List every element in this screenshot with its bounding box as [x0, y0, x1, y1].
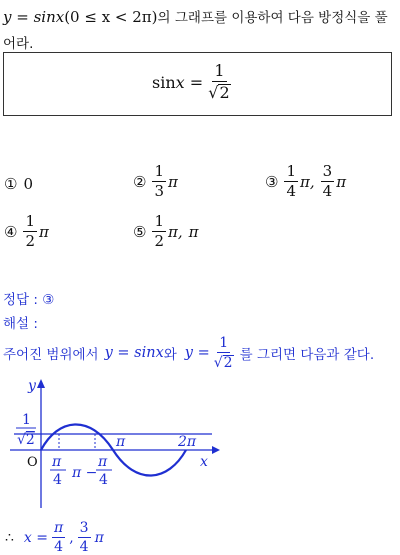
equation-den: √ 2 — [208, 83, 230, 102]
x-axis-label: x — [200, 454, 208, 470]
pi-label: π — [116, 434, 126, 450]
choice-5[interactable]: ⑤ $\frac{1}{2}$ π, π — [133, 212, 199, 250]
explain-line-1: 주어진 범위에서 y = sinx 와 y = 1 √ 2 를 그리면 다음과 같다. — [3, 335, 375, 371]
equation — [152, 63, 231, 101]
choice-1[interactable]: ① 0 — [4, 175, 33, 193]
question-domain: (0 ≤ x < 2π) — [64, 8, 158, 26]
equation-box — [3, 52, 392, 116]
equation-num: 1 — [214, 61, 225, 80]
tick2-pre: π − — [72, 465, 98, 481]
question-line-1 — [3, 6, 388, 26]
choice-3[interactable]: ③ $\frac{1}{4}$ π, $\frac{3}{4}$ π — [265, 162, 347, 200]
choice-2[interactable]: ② $\frac{1}{3}$ π — [133, 162, 178, 200]
y-axis-label: y — [28, 378, 36, 394]
hline-num: 1 — [22, 412, 31, 428]
sine-graph — [0, 374, 240, 514]
question-line-2: 어라. — [3, 36, 34, 52]
hline-den: √2 — [17, 432, 35, 448]
question-var: x — [55, 8, 65, 26]
x-axis-arrow — [212, 446, 220, 454]
tick2-den: 4 — [99, 472, 108, 488]
tick1-num: π — [52, 454, 62, 470]
tick1-den: 4 — [53, 472, 62, 488]
equation-sin: sin — [152, 72, 176, 92]
question-eq: y = sin — [3, 8, 56, 26]
conclusion: ∴ x = $\frac{\pi}{4}$ , $\frac{3}{4}$ π — [5, 520, 104, 555]
origin-label: O — [27, 455, 38, 470]
tick2-num: π — [98, 454, 108, 470]
choice-4[interactable]: ④ $\frac{1}{2}$ π — [4, 212, 49, 250]
explain-label: 해설 : — [3, 316, 38, 332]
answer-label: 정답 : ③ — [3, 292, 55, 308]
two-pi-label: 2π — [178, 434, 197, 450]
equation-fraction — [208, 63, 230, 101]
question-text: 의 그래프를 이용하여 다음 방정식을 풀 — [157, 10, 388, 26]
y-axis-arrow — [37, 379, 45, 388]
equation-var: x — [175, 72, 185, 92]
equation-eq: = — [184, 72, 209, 92]
